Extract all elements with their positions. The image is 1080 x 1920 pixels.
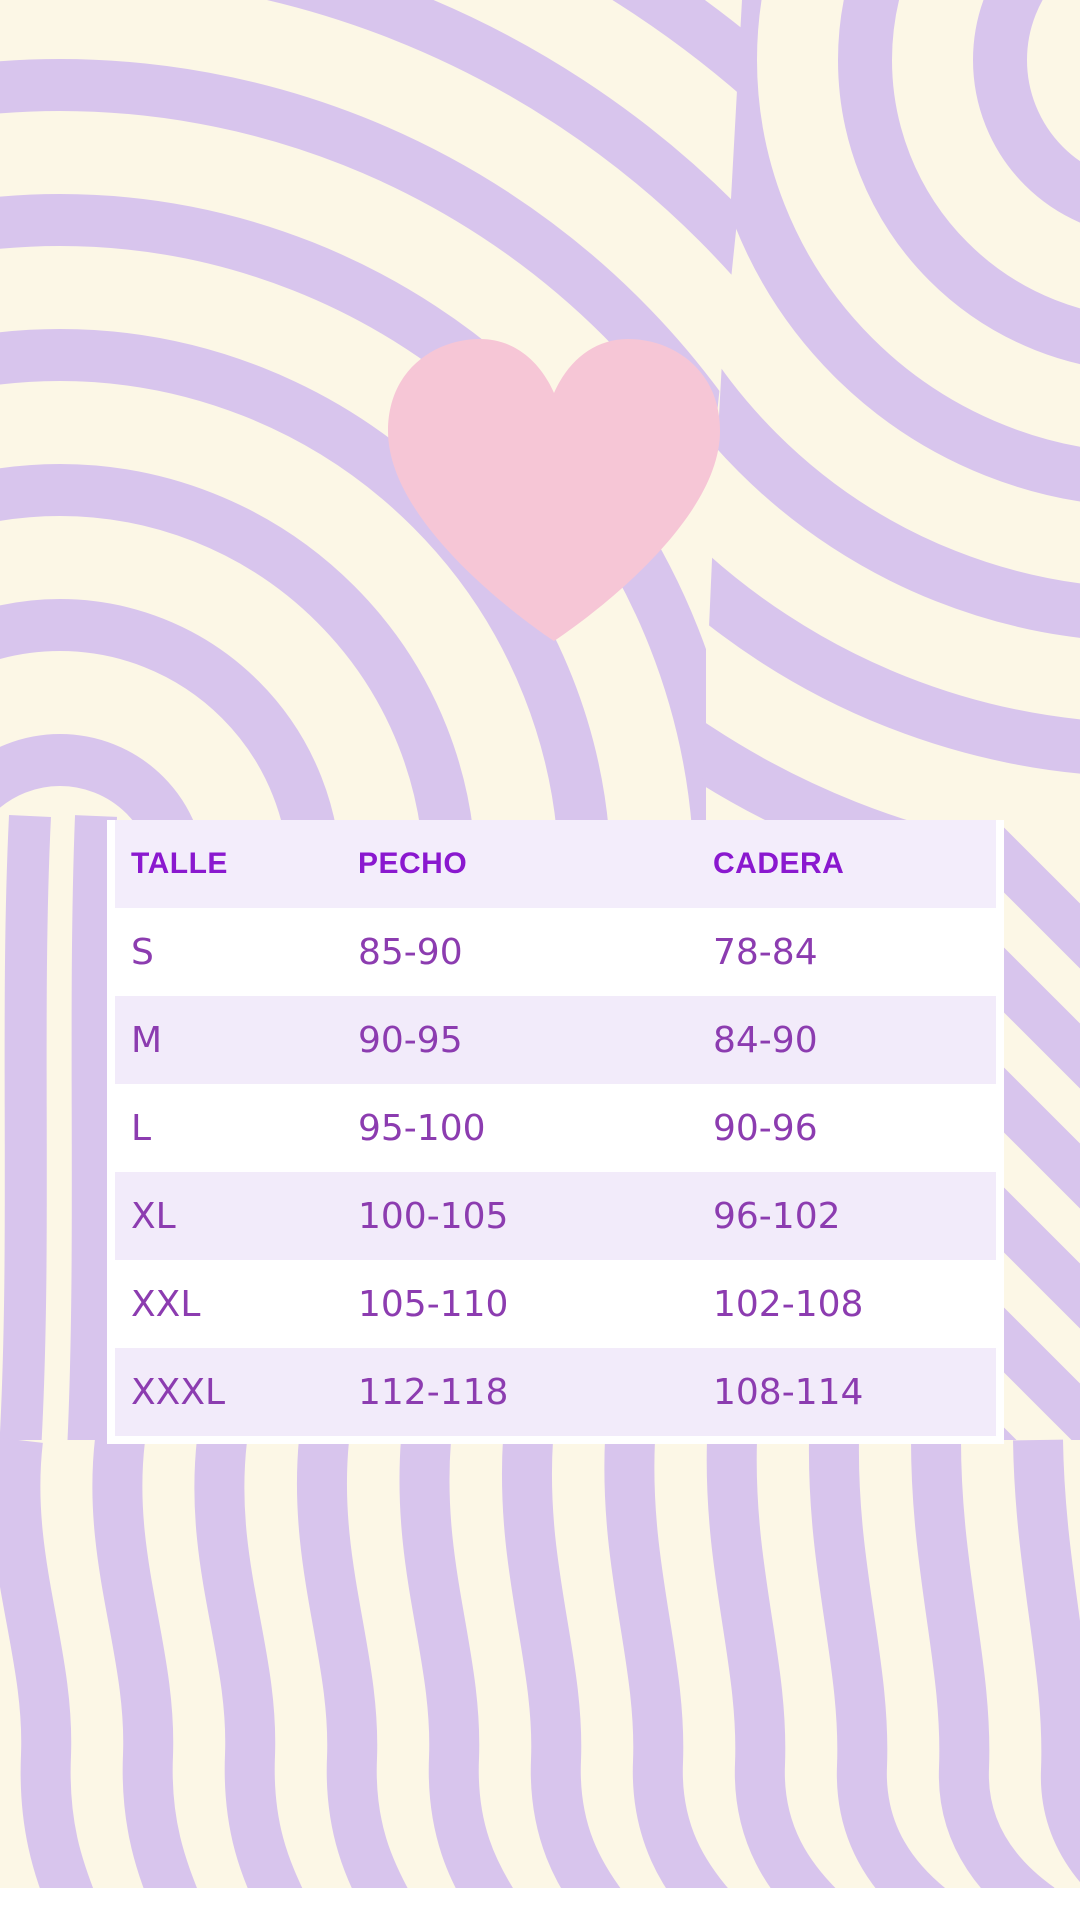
- cell-talle: S: [131, 931, 154, 973]
- column-header-talle: TALLE: [131, 847, 228, 880]
- cell-talle: XXL: [131, 1283, 201, 1325]
- cell-cadera: 90-96: [713, 1107, 818, 1149]
- cell-cadera: 108-114: [713, 1371, 864, 1413]
- cell-cadera: 96-102: [713, 1195, 841, 1237]
- bottom-white-band: [0, 1888, 1080, 1920]
- cell-pecho: 95-100: [358, 1107, 486, 1149]
- cell-pecho: 100-105: [358, 1195, 509, 1237]
- table-header-row: [115, 820, 996, 908]
- cell-pecho: 112-118: [358, 1371, 509, 1413]
- cell-talle: XXXL: [131, 1371, 226, 1413]
- table-row: [115, 996, 996, 1084]
- cell-pecho: 90-95: [358, 1019, 463, 1061]
- cell-talle: XL: [131, 1195, 176, 1237]
- cell-talle: M: [131, 1019, 163, 1061]
- table-row: [115, 1172, 996, 1260]
- table-row: [115, 908, 996, 996]
- table-row: [115, 1084, 996, 1172]
- size-chart-table: [107, 820, 1004, 1444]
- column-header-cadera: CADERA: [713, 847, 845, 880]
- table-row: [115, 1260, 996, 1348]
- heart-icon: [388, 334, 720, 642]
- cell-cadera: 84-90: [713, 1019, 818, 1061]
- cell-cadera: 102-108: [713, 1283, 864, 1325]
- cell-talle: L: [131, 1107, 152, 1149]
- cell-pecho: 85-90: [358, 931, 463, 973]
- table-row: [115, 1348, 996, 1436]
- cell-pecho: 105-110: [358, 1283, 509, 1325]
- cell-cadera: 78-84: [713, 931, 818, 973]
- column-header-pecho: PECHO: [358, 847, 468, 880]
